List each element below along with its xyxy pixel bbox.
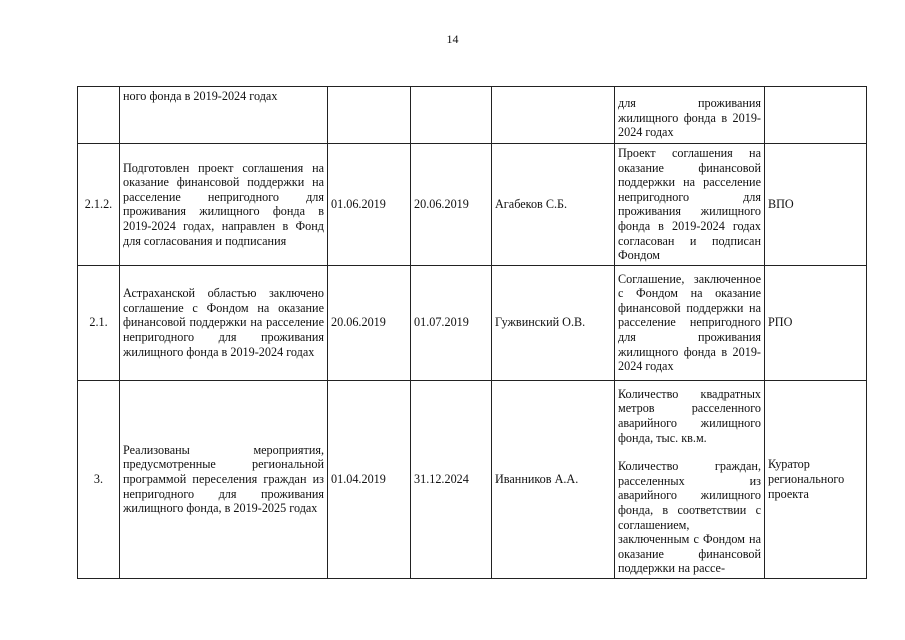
result-text: Соглашение, заключенное с Фондом на оказание финансовой поддержки на расселение непригодного для проживания жилищного фонда в 2019-2024 годах <box>618 271 761 374</box>
row-start-date: 01.04.2019 <box>328 380 411 578</box>
row-number: 2.1. <box>78 265 120 380</box>
row-person: Иванников А.А. <box>492 380 615 578</box>
row-responsible <box>765 87 867 144</box>
plan-table <box>77 86 867 579</box>
row-end-date: 20.06.2019 <box>411 144 492 266</box>
table-row <box>78 380 867 578</box>
row-result <box>615 144 765 266</box>
row-end-date: 01.07.2019 <box>411 265 492 380</box>
row-description: Подготовлен проект соглашения на оказание финансовой поддержки на расселение непригодного для проживания жилищного фонда в 2019-2024 годах, направлен в Фонд для согласования и подписания <box>120 144 328 266</box>
row-result <box>615 87 765 144</box>
row-responsible: РПО <box>765 265 867 380</box>
table-row <box>78 144 867 266</box>
row-responsible: ВПО <box>765 144 867 266</box>
result-text: Проект соглашения на оказание финансовой поддержки на расселение непригодного для проживания жилищного фонда в 2019-2024 годах согласован и подписан Фондом <box>618 146 761 263</box>
row-end-date <box>411 87 492 144</box>
table-row <box>78 265 867 380</box>
result-text: Количество граждан, расселенных из аварийного жилищного фонда, в соответствии с соглашением, заключенным с Фондом на оказание финансовой поддержки на рассе- <box>618 459 761 576</box>
row-number: 2.1.2. <box>78 144 120 266</box>
row-end-date: 31.12.2024 <box>411 380 492 578</box>
row-number: 3. <box>78 380 120 578</box>
row-person: Агабеков С.Б. <box>492 144 615 266</box>
page-number: 14 <box>446 32 459 46</box>
row-result <box>615 265 765 380</box>
table-row <box>78 87 867 144</box>
row-person: Гужвинский О.В. <box>492 265 615 380</box>
row-start-date: 20.06.2019 <box>328 265 411 380</box>
paragraph-gap <box>618 445 761 459</box>
row-number <box>78 87 120 144</box>
row-person <box>492 87 615 144</box>
row-description: ного фонда в 2019-2024 годах <box>120 87 328 144</box>
row-start-date: 01.06.2019 <box>328 144 411 266</box>
row-description: Астраханской областью заключено соглашение с Фондом на оказание финансовой поддержки на расселение непригодного для проживания жилищного фонда в 2019-2024 годах <box>120 265 328 380</box>
row-responsible: Куратор регионального проекта <box>765 380 867 578</box>
row-start-date <box>328 87 411 144</box>
result-text: Количество квадратных метров расселенного аварийного жилищного фонда, тыс. кв.м. <box>618 386 761 445</box>
row-result <box>615 380 765 578</box>
result-text: для проживания жилищного фонда в 2019-2024 годах <box>618 96 761 140</box>
row-description: Реализованы мероприятия, предусмотренные региональной программой переселения граждан из непригодного для проживания жилищного фонда, в 2019-2025 годах <box>120 380 328 578</box>
